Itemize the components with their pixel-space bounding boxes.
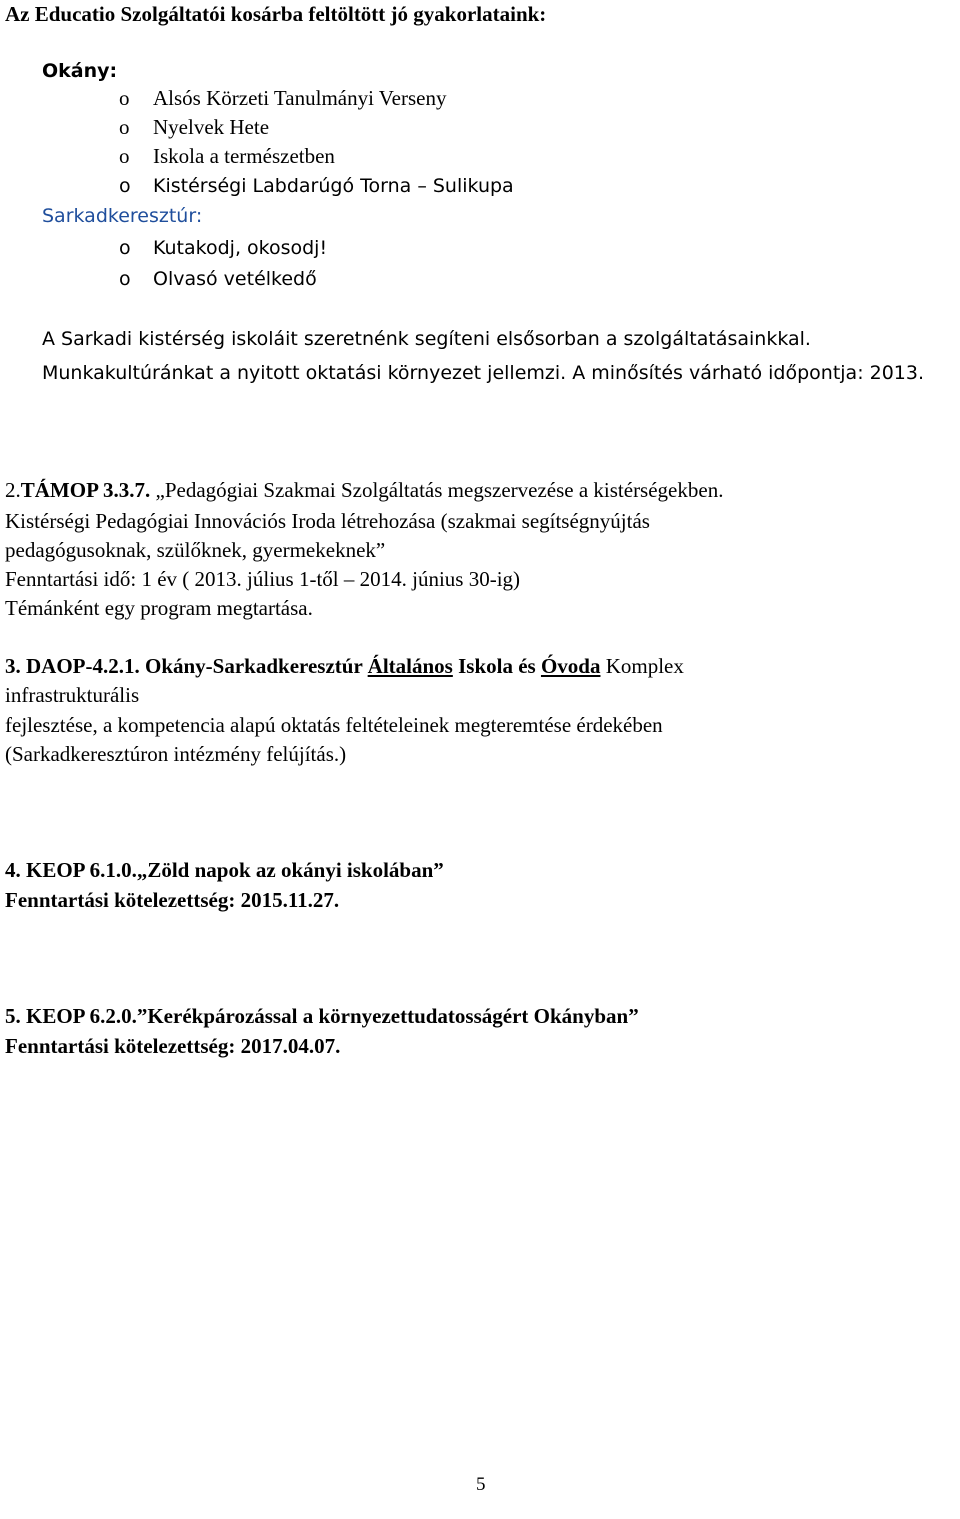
section-2-line-3: pedagógusoknak, szülőknek, gyermekeknek” bbox=[5, 538, 386, 562]
section-3-code: 3. DAOP-4.2.1. Okány-Sarkadkeresztúr bbox=[5, 654, 368, 678]
list-item-text: Kutakodj, okosodj! bbox=[153, 237, 328, 259]
section-2-title-text: „Pedagógiai Szakmai Szolgáltatás megszervezése a kistérségekben. bbox=[155, 478, 724, 502]
intro-line-1: A Sarkadi kistérség iskoláit szeretnénk segíteni elsősorban a szolgáltatásainkkal. bbox=[42, 328, 811, 350]
section-2-number: 2. bbox=[5, 478, 21, 502]
section-3-title bbox=[5, 654, 684, 679]
section-3-mid: Iskola és bbox=[452, 654, 541, 678]
section-2-line-2: Kistérségi Pedagógiai Innovációs Iroda létrehozása (szakmai segítségnyújtás bbox=[5, 509, 650, 533]
section-5-title: 5. KEOP 6.2.0.”Kerékpározással a környezettudatosságért Okányban” bbox=[5, 1004, 639, 1028]
bullet-marker: o bbox=[119, 144, 130, 168]
section-3-bold-2: Óvoda bbox=[540, 654, 601, 678]
page-number: 5 bbox=[476, 1474, 486, 1495]
list-item-text: Iskola a természetben bbox=[153, 144, 335, 168]
section-3-line-4: (Sarkadkeresztúron intézmény felújítás.) bbox=[5, 742, 347, 766]
section-3-bold-1: Általános bbox=[367, 654, 453, 678]
section-4-title: 4. KEOP 6.1.0.„Zöld napok az okányi iskolában” bbox=[5, 858, 444, 882]
bullet-marker: o bbox=[119, 86, 130, 110]
section-5-maintenance: Fenntartási kötelezettség: 2017.04.07. bbox=[5, 1034, 341, 1058]
section-2-line-5: Témánként egy program megtartása. bbox=[5, 596, 313, 620]
okany-label: Okány: bbox=[42, 60, 118, 82]
intro-line-2: Munkakultúránkat a nyitott oktatási környezet jellemzi. A minősítés várható időpontja: 2013. bbox=[42, 362, 925, 384]
section-2-title bbox=[5, 478, 723, 503]
bullet-marker: o bbox=[119, 237, 131, 259]
section-3-rest: Komplex bbox=[600, 654, 684, 678]
bullet-marker: o bbox=[119, 268, 131, 290]
section-2-code: TÁMOP 3.3.7. bbox=[20, 478, 151, 502]
section-3-line-3: fejlesztése, a kompetencia alapú oktatás feltételeinek megteremtése érdekében bbox=[5, 713, 663, 737]
list-item-text: Alsós Körzeti Tanulmányi Verseny bbox=[153, 86, 447, 110]
page-heading: Az Educatio Szolgáltatói kosárba feltöltött jó gyakorlataink: bbox=[5, 2, 547, 26]
section-4-maintenance: Fenntartási kötelezettség: 2015.11.27. bbox=[5, 888, 340, 912]
list-item-text: Olvasó vetélkedő bbox=[153, 268, 317, 290]
sarkad-label: Sarkadkeresztúr: bbox=[42, 205, 203, 227]
list-item-text: Nyelvek Hete bbox=[153, 115, 270, 139]
bullet-marker: o bbox=[119, 175, 131, 197]
list-item-text: Kistérségi Labdarúgó Torna – Sulikupa bbox=[153, 175, 514, 197]
bullet-marker: o bbox=[119, 115, 130, 139]
section-3-line-2: infrastrukturális bbox=[5, 683, 140, 707]
section-2-line-4: Fenntartási idő: 1 év ( 2013. július 1-től – 2014. június 30-ig) bbox=[5, 567, 521, 591]
